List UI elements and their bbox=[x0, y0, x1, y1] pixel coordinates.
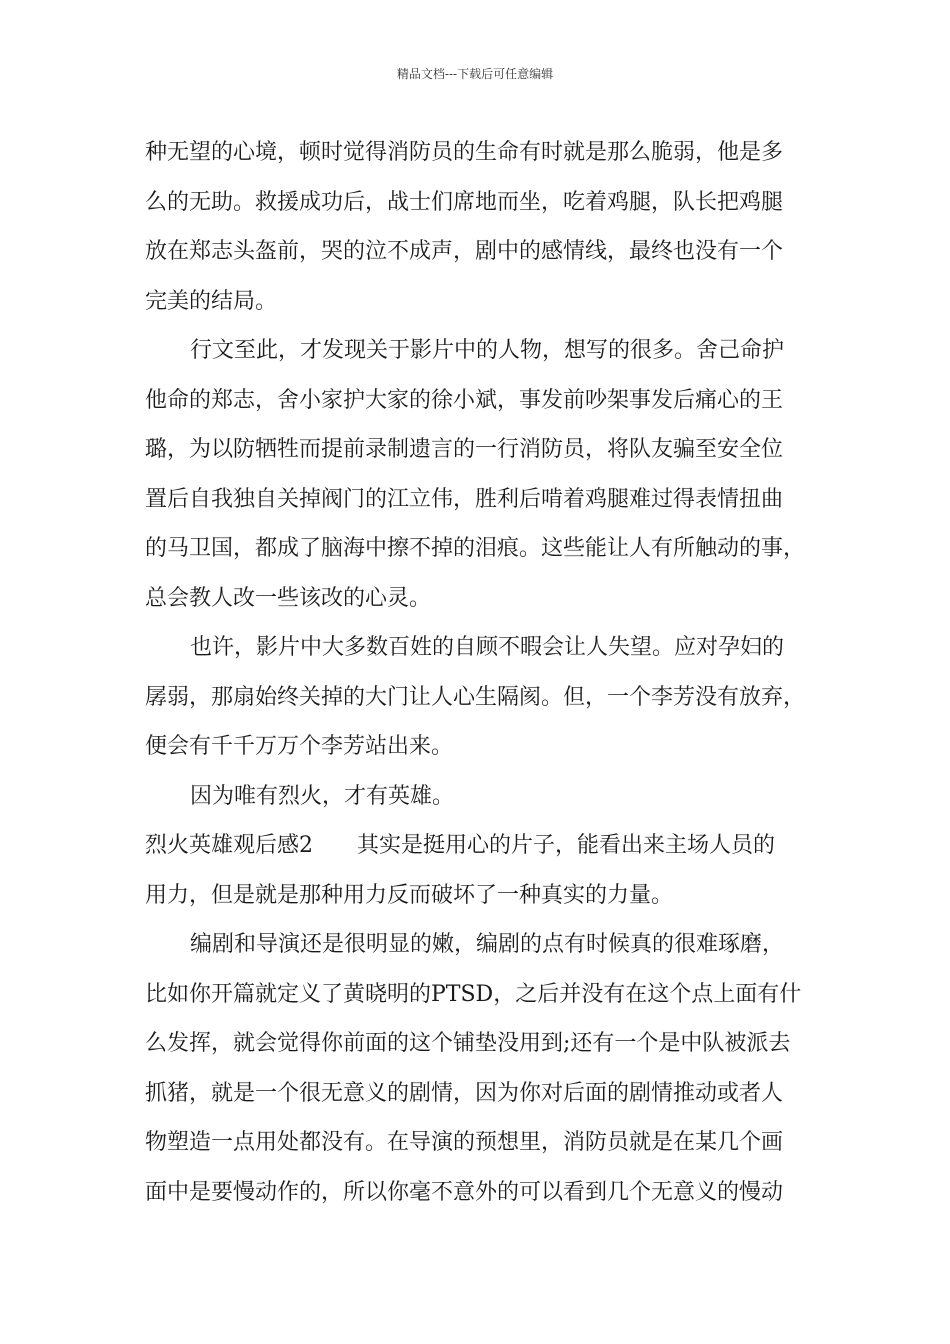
paragraph-line: 因为唯有烈火，才有英雄。 bbox=[190, 783, 455, 809]
paragraph-line: 孱弱，那扇始终关掉的大门让人心生隔阂。但，一个李芳没有放弃， bbox=[145, 684, 806, 710]
paragraph-line: 的马卫国，都成了脑海中擦不掉的泪痕。这些能让人有所触动的事， bbox=[145, 536, 806, 561]
paragraph-line: 么发挥，就会觉得你前面的这个铺垫没用到;还有一个是中队被派去 bbox=[145, 1031, 791, 1056]
document-body bbox=[145, 128, 825, 1217]
paragraph-line: 也许，影片中大多数百姓的自顾不暇会让人失望。应对孕妇的 bbox=[190, 635, 785, 660]
paragraph-line: 璐，为以防牺牲而提前录制遗言的一行消防员，将队友骗至安全位 bbox=[145, 437, 784, 462]
paragraph-line: 放在郑志头盔前，哭的泣不成声，剧中的感情线，最终也没有一个 bbox=[145, 239, 784, 264]
paragraph-line: 么的无助。救援成功后，战士们席地而坐，吃着鸡腿，队长把鸡腿 bbox=[145, 189, 784, 215]
paragraph-line: 用力，但是就是那种用力反而破坏了一种真实的力量。 bbox=[145, 882, 674, 908]
section-heading-continuation: 其实是挺用心的片子，能看出来主场人员的 bbox=[357, 833, 776, 858]
paragraph-line: 行文至此，才发现关于影片中的人物，想写的很多。舍己命护 bbox=[190, 338, 785, 363]
paragraph-line: 物塑造一点用处都没有。在导演的预想里，消防员就是在某几个画 bbox=[145, 1130, 784, 1155]
section-heading-line bbox=[145, 821, 825, 871]
section-heading-title: 烈火英雄观后感2 bbox=[145, 833, 313, 858]
paragraph-line: 面中是要慢动作的，所以你毫不意外的可以看到几个无意义的慢动 bbox=[145, 1179, 784, 1205]
paragraph-line: 种无望的心境，顿时觉得消防员的生命有时就是那么脆弱，他是多 bbox=[145, 140, 784, 165]
paragraph-line: 比如你开篇就定义了黄晓明的PTSD，之后并没有在这个点上面有什 bbox=[145, 981, 802, 1007]
paragraph-line: 便会有千千万万个李芳站出来。 bbox=[145, 734, 454, 759]
paragraph-line: 完美的结局。 bbox=[145, 288, 278, 314]
paragraph-line: 置后自我独自关掉阀门的江立伟，胜利后啃着鸡腿难过得表情扭曲 bbox=[145, 486, 784, 512]
page-header: 精品文档---下载后可任意编辑 bbox=[396, 67, 554, 81]
paragraph-line: 抓猪，就是一个很无意义的剧情，因为你对后面的剧情推动或者人 bbox=[145, 1080, 784, 1106]
paragraph-line: 编剧和导演还是很明显的嫩，编剧的点有时候真的很难琢磨， bbox=[190, 932, 785, 957]
paragraph-line: 他命的郑志，舍小家护大家的徐小斌，事发前吵架事发后痛心的王 bbox=[145, 387, 784, 413]
paragraph-line: 总会教人改一些该改的心灵。 bbox=[145, 585, 432, 611]
